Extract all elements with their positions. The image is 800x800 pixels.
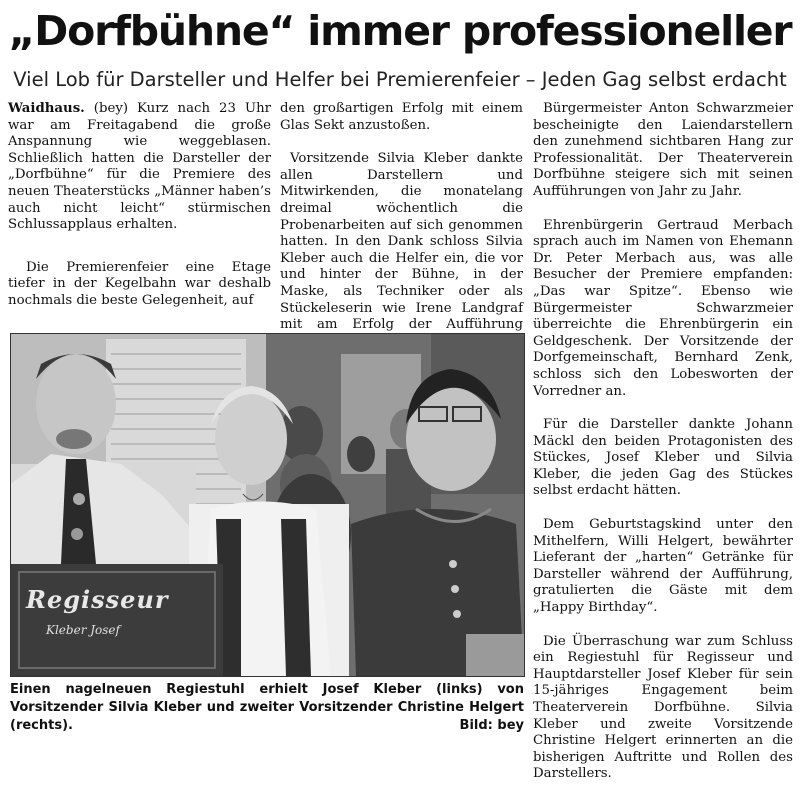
sign-text-regisseur: Regisseur [26, 585, 169, 614]
article-headline: „Dorfbühne“ immer professioneller [8, 7, 792, 55]
article-column-3 [533, 101, 793, 800]
article-subheadline: Viel Lob für Darsteller und Helfer bei Premierenfeier – Jeden Gag selbst erdacht [13, 68, 787, 91]
paragraph: Ehrenbürgerin Gertraud Merbach sprach auch im Namen von Ehemann Dr. Peter Merbach aus, was alle Besucher der Premiere empfanden: „Das war Spitze“. Ebenso wie Bürgermeister Schwarzmeier überreichte die Ehrenbürgerin ein Geldgeschenk. Der Vorsitzende der Dorfgemeinschaft, Bernhard Zenk, schloss sich den Lobesworten der Vorredner an. [533, 217, 793, 399]
paragraph: Vorsitzende Silvia Kleber dankte allen Darstellern und Mitwirkenden, die monatelang dreimal wöchentlich die Probenarbeiten auf sich genommen hatten. In den Dank schloss Silvia Kleber auch die Helfer ein, die vor und hinter der Bühne, in der Maske, als Techniker oder als Stückeleserin wie Irene Landgraf mit am Erfolg der Aufführung [280, 151, 523, 333]
paragraph: Die Premierenfeier eine Etage tiefer in der Kegelbahn war deshalb nochmals die beste Gelegenheit, auf [8, 259, 271, 308]
paragraph: den großartigen Erfolg mit einem Glas Sekt anzustoßen. [280, 101, 523, 133]
article-column-2 [280, 101, 523, 367]
dateline: Waidhaus. [8, 101, 85, 116]
paragraph: Dem Geburtstagskind unter den Mithelfern, Willi Helgert, bewährter Lieferant der „harten“ Getränke für Darsteller während der Aufführung, gratulierten die Gäste mit dem „Happy Birthday“. [533, 517, 793, 616]
paragraph-text: (bey) Kurz nach 23 Uhr war am Freitagabend die große Anspannung wie weggeblasen. Schließlich hatten die Darsteller der „Dorfbühne“ für die Premiere des neuen Theaterstücks „Männer haben’s auch nicht leicht“ stürmischen Schlussapplaus erhalten. [8, 101, 271, 233]
paragraph: Bürgermeister Anton Schwarzmeier bescheinigte den Laiendarstellern den zunehmend sichtbaren Hang zur Professionalität. Der Theaterverein Dorfbühne steigere sich mit seinen Aufführungen von Jahr zu Jahr. [533, 101, 793, 199]
paragraph [8, 101, 271, 234]
photo-caption [10, 681, 524, 735]
sign-text-name: Kleber Josef [46, 623, 120, 637]
paragraph: Die Überraschung war zum Schluss ein Regiestuhl für Regisseur und Hauptdarsteller Josef Kleber für sein 15-jähriges Engagement beim Theaterverein Dorfbühne. Silvia Kleber und zweite Vorsitzende Christine Helgert erinnerten an die bisherigen Auftritte und Rollen des Darstellers. [533, 633, 793, 782]
article-column-1 [8, 101, 271, 327]
caption-text: Einen nagelneuen Regiestuhl erhielt Josef Kleber (links) von Vorsitzender Silvia Kleber und zweiter Vorsitzender Christine Helgert (rechts). [10, 682, 524, 733]
article-photo [10, 333, 525, 677]
paragraph: Für die Darsteller dankte Johann Mäckl den beiden Protagonisten des Stückes, Josef Kleber und Silvia Kleber, die jeden Gag des Stückes selbst erdacht hätten. [533, 417, 793, 499]
photo-credit: Bild: bey [459, 718, 524, 733]
